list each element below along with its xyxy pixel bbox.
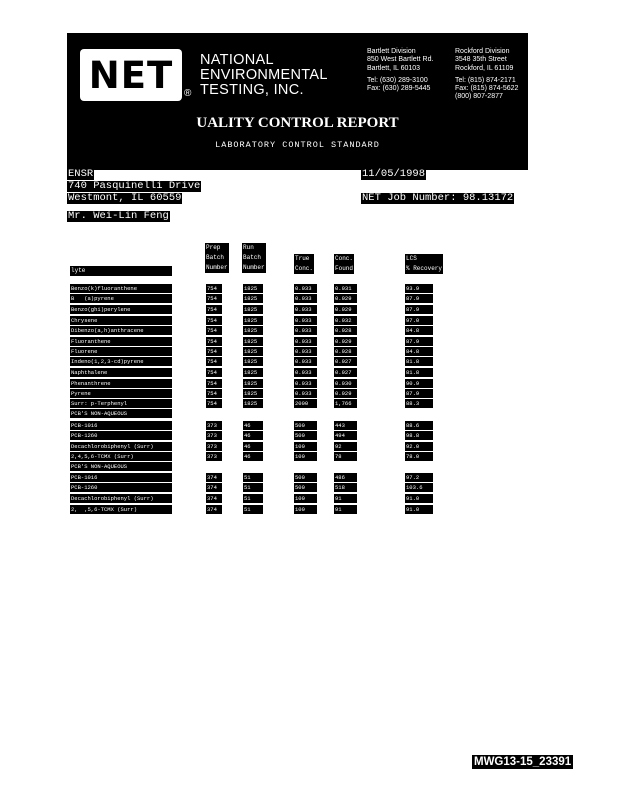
analyte-cell: PCB'S NON-AQUEOUS [70, 409, 172, 418]
true-conc-cell: 500 [294, 431, 317, 440]
run-batch-cell: 1825 [243, 368, 263, 377]
lcs-recovery-cell: 87.9 [405, 305, 433, 314]
true-conc-cell: 0.033 [294, 284, 317, 293]
analyte-cell: PCB-1260 [70, 483, 172, 492]
analyte-cell: Benzo(k)fluoranthene [70, 284, 172, 293]
conc-found-cell: 91 [334, 494, 357, 503]
true-conc-cell: 0.033 [294, 368, 317, 377]
company-name-line: TESTING, INC. [200, 82, 304, 98]
conc-found-cell: 443 [334, 421, 357, 430]
analyte-cell: Fluoranthene [70, 337, 172, 346]
lcs-recovery-cell: 84.8 [405, 347, 433, 356]
lcs-recovery-cell: 90.9 [405, 379, 433, 388]
bartlett-division-address [367, 48, 433, 93]
col-header-analyte: lyte [70, 266, 172, 276]
lcs-recovery-cell: 91.0 [405, 494, 433, 503]
report-subtitle: LABORATORY CONTROL STANDARD [215, 140, 380, 150]
conc-found-cell: 78 [334, 452, 357, 461]
run-batch-cell: 51 [243, 494, 263, 503]
conc-found-cell: 92 [334, 442, 357, 451]
prep-batch-cell: 373 [206, 421, 222, 430]
true-conc-cell: 0.033 [294, 316, 317, 325]
analyte-cell: Phenanthrene [70, 379, 172, 388]
prep-batch-cell: 754 [206, 316, 222, 325]
prep-batch-cell: 373 [206, 431, 222, 440]
run-batch-cell: 1825 [243, 347, 263, 356]
run-batch-cell: 46 [243, 431, 263, 440]
analyte-cell: Fluorene [70, 347, 172, 356]
phone-line: Tel: (815) 874-2171 [455, 76, 516, 84]
prep-batch-cell: 754 [206, 347, 222, 356]
address-line: 850 West Bartlett Rd. [367, 56, 434, 64]
true-conc-cell: 500 [294, 421, 317, 430]
company-name-line: NATIONAL [200, 52, 274, 68]
lcs-recovery-cell: 88.6 [405, 421, 433, 430]
prep-batch-cell: 374 [206, 494, 222, 503]
run-batch-cell: 46 [243, 442, 263, 451]
run-batch-cell: 1825 [243, 379, 263, 388]
letterhead-banner [67, 33, 528, 170]
prep-batch-cell: 754 [206, 326, 222, 335]
conc-found-cell: 91 [334, 505, 357, 514]
conc-found-cell: 0.031 [334, 284, 357, 293]
analyte-cell: 2,4,5,6-TCMX (Surr) [70, 452, 172, 461]
true-conc-cell: 100 [294, 442, 317, 451]
lcs-recovery-cell: 103.6 [405, 483, 433, 492]
client-name: ENSR [68, 168, 94, 180]
fax-line: Fax: (815) 874-5622 [455, 85, 519, 93]
analyte-cell: Decachlorobiphenyl (Surr) [70, 442, 172, 451]
phone-line: Tel: (630) 289-3100 [367, 76, 428, 84]
col-header-prep-batch: Prep Batch Number [206, 244, 228, 271]
conc-found-cell: 0.027 [334, 357, 357, 366]
lcs-recovery-cell: 88.3 [405, 399, 433, 408]
prep-batch-cell: 754 [206, 379, 222, 388]
true-conc-cell: 0.033 [294, 337, 317, 346]
registered-mark: ® [184, 88, 192, 99]
true-conc-cell: 500 [294, 473, 317, 482]
conc-found-cell: 0.029 [334, 305, 357, 314]
conc-found-cell: 1,766 [334, 399, 357, 408]
conc-found-cell: 0.029 [334, 337, 357, 346]
run-batch-cell: 1825 [243, 399, 263, 408]
true-conc-cell: 100 [294, 494, 317, 503]
run-batch-cell: 51 [243, 505, 263, 514]
analyte-cell: Decachlorobiphenyl (Surr) [70, 494, 172, 503]
prep-batch-cell: 374 [206, 483, 222, 492]
lcs-recovery-cell: 92.0 [405, 442, 433, 451]
true-conc-cell: 500 [294, 483, 317, 492]
run-batch-cell: 1825 [243, 294, 263, 303]
prep-batch-cell: 754 [206, 294, 222, 303]
report-title: UALITY CONTROL REPORT [196, 115, 399, 131]
run-batch-cell: 46 [243, 421, 263, 430]
analyte-cell: Chrysene [70, 316, 172, 325]
lcs-recovery-cell: 81.8 [405, 357, 433, 366]
prep-batch-cell: 373 [206, 452, 222, 461]
report-date: 11/05/1998 [362, 168, 426, 180]
lcs-recovery-cell: 87.9 [405, 389, 433, 398]
true-conc-cell: 0.033 [294, 379, 317, 388]
analyte-cell: PCB-1016 [70, 421, 172, 430]
analyte-cell: PCB'S NON-AQUEOUS [70, 462, 172, 471]
prep-batch-cell: 373 [206, 442, 222, 451]
true-conc-cell: 0.033 [294, 294, 317, 303]
job-number: NET Job Number: 98.13172 [362, 192, 514, 204]
net-logo [80, 49, 182, 101]
col-header-conc-found: Conc. Found [335, 255, 354, 272]
prep-batch-cell: 754 [206, 368, 222, 377]
run-batch-cell: 1825 [243, 305, 263, 314]
true-conc-cell: 0.033 [294, 326, 317, 335]
lcs-recovery-cell: 78.0 [405, 452, 433, 461]
true-conc-cell: 100 [294, 452, 317, 461]
run-batch-cell: 1825 [243, 326, 263, 335]
run-batch-cell: 1825 [243, 337, 263, 346]
rockford-division-address [455, 48, 518, 102]
client-contact: Mr. Wei-Lin Feng [68, 210, 169, 222]
analyte-cell: 2, ,5,6-TCMX (Surr) [70, 505, 172, 514]
client-address: 740 Pasquinelli Drive [68, 180, 201, 192]
lcs-recovery-cell: 87.9 [405, 337, 433, 346]
true-conc-cell: 0.033 [294, 357, 317, 366]
conc-found-cell: 486 [334, 473, 357, 482]
lcs-recovery-cell: 87.9 [405, 294, 433, 303]
address-line: Rockford Division [455, 48, 510, 55]
conc-found-cell: 0.028 [334, 326, 357, 335]
lcs-recovery-cell: 93.9 [405, 284, 433, 293]
col-header-run-batch: Run Batch Number [243, 244, 265, 271]
conc-found-cell: 0.032 [334, 316, 357, 325]
lcs-recovery-cell: 81.8 [405, 368, 433, 377]
conc-found-cell: 0.030 [334, 379, 357, 388]
conc-found-cell: 518 [334, 483, 357, 492]
conc-found-cell: 0.029 [334, 389, 357, 398]
analyte-cell: Indeno(1,2,3-cd)pyrene [70, 357, 172, 366]
company-name-line: ENVIRONMENTAL [200, 67, 328, 83]
analyte-cell: B (a)pyrene [70, 294, 172, 303]
lcs-recovery-cell: 97.2 [405, 473, 433, 482]
analyte-cell: Surr: p-Terphenyl [70, 399, 172, 408]
prep-batch-cell: 374 [206, 473, 222, 482]
analyte-cell: Benzo(ghi)perylene [70, 305, 172, 314]
true-conc-cell: 100 [294, 505, 317, 514]
run-batch-cell: 51 [243, 483, 263, 492]
phone-line: (800) 807-2877 [455, 93, 503, 101]
address-line: Rockford, IL 61109 [455, 64, 514, 72]
prep-batch-cell: 754 [206, 399, 222, 408]
prep-batch-cell: 754 [206, 389, 222, 398]
analyte-cell: Naphthalene [70, 368, 172, 377]
run-batch-cell: 51 [243, 473, 263, 482]
address-line: Bartlett Division [367, 48, 416, 55]
conc-found-cell: 494 [334, 431, 357, 440]
analyte-cell: Pyrene [70, 389, 172, 398]
true-conc-cell: 0.033 [294, 305, 317, 314]
prep-batch-cell: 754 [206, 357, 222, 366]
logo-text: NET [88, 54, 174, 97]
true-conc-cell: 0.033 [294, 347, 317, 356]
run-batch-cell: 1825 [243, 284, 263, 293]
client-city: Westmont, IL 60559 [68, 192, 182, 204]
analyte-cell: PCB-1016 [70, 473, 172, 482]
prep-batch-cell: 754 [206, 284, 222, 293]
conc-found-cell: 0.028 [334, 347, 357, 356]
prep-batch-cell: 754 [206, 337, 222, 346]
lcs-recovery-cell: 84.8 [405, 326, 433, 335]
lcs-recovery-cell: 97.0 [405, 316, 433, 325]
analyte-cell: Dibenzo(a,h)anthracene [70, 326, 172, 335]
true-conc-cell: 0.033 [294, 389, 317, 398]
col-header-true-conc: True Conc. [295, 255, 314, 272]
address-line: 3548 35th Street [455, 56, 507, 64]
analyte-cell: PCB-1260 [70, 431, 172, 440]
run-batch-cell: 1825 [243, 357, 263, 366]
lcs-recovery-cell: 91.0 [405, 505, 433, 514]
prep-batch-cell: 754 [206, 305, 222, 314]
conc-found-cell: 0.029 [334, 294, 357, 303]
document-id: MWG13-15_23391 [474, 756, 572, 768]
col-header-lcs-recovery: LCS % Recovery [406, 255, 443, 272]
run-batch-cell: 46 [243, 452, 263, 461]
prep-batch-cell: 374 [206, 505, 222, 514]
lcs-recovery-cell: 98.8 [405, 431, 433, 440]
address-line: Bartlett, IL 60103 [367, 64, 421, 72]
company-name [200, 53, 328, 98]
true-conc-cell: 2000 [294, 399, 317, 408]
conc-found-cell: 0.027 [334, 368, 357, 377]
run-batch-cell: 1825 [243, 316, 263, 325]
fax-line: Fax: (630) 289-5445 [367, 85, 431, 93]
run-batch-cell: 1825 [243, 389, 263, 398]
